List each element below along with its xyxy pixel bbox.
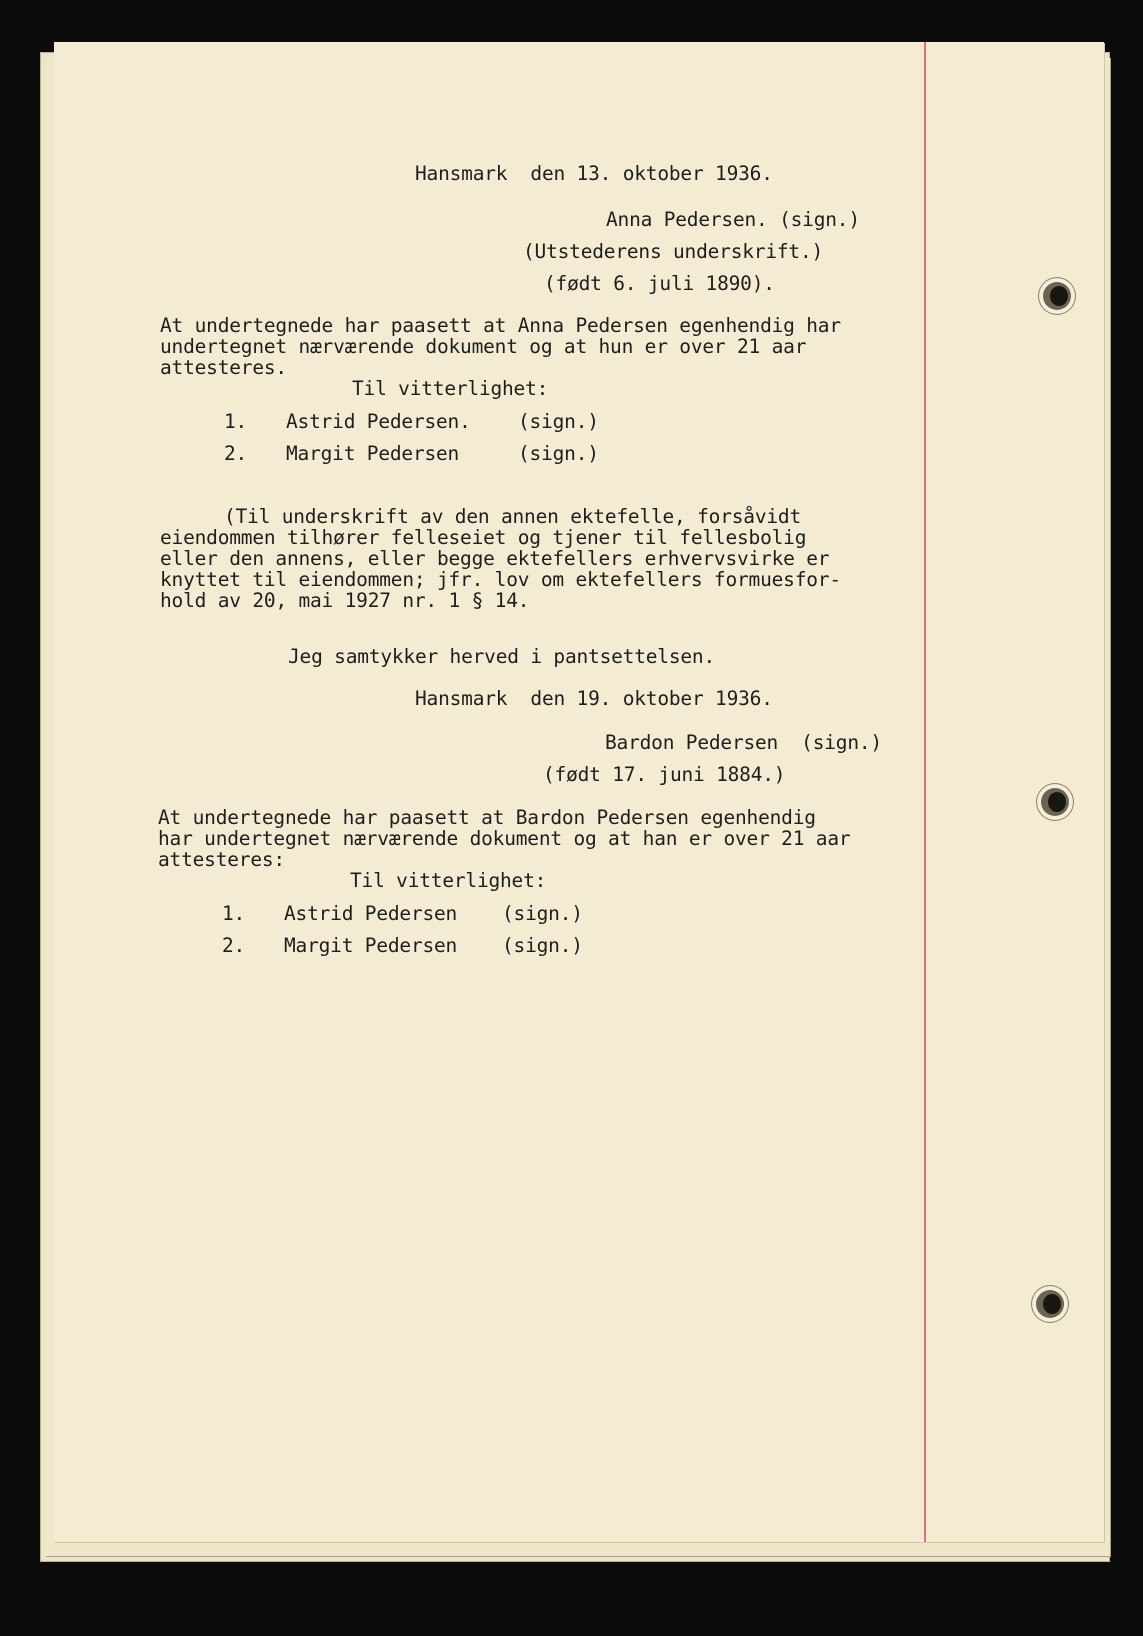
place-date-line: Hansmark den 19. oktober 1936. <box>415 687 773 710</box>
witness-sign: (sign.) <box>518 410 599 433</box>
witness-number: 1. <box>222 902 246 925</box>
spouse-note-line: knyttet til eiendommen; jfr. lov om ektefellers formuesfor- <box>160 568 841 591</box>
place-date-line: Hansmark den 13. oktober 1936. <box>415 162 773 185</box>
witness-sign: (sign.) <box>502 902 583 925</box>
witness-name: Astrid Pedersen <box>284 902 458 925</box>
attestation-line: attesteres. <box>160 356 287 379</box>
witness-number: 2. <box>222 934 246 957</box>
witness-sign: (sign.) <box>502 934 583 957</box>
spouse-note-line: eiendommen tilhører felleseiet og tjener til fellesbolig <box>160 526 807 549</box>
attestation-line: undertegnet nærværende dokument og at hun er over 21 aar <box>160 335 807 358</box>
spouse-note-line: (Til underskrift av den annen ektefelle, forsåvidt <box>224 505 801 528</box>
attestation-line: At undertegnede har paasett at Anna Pedersen egenhendig har <box>160 314 841 337</box>
spouse-note-line: hold av 20, mai 1927 nr. 1 § 14. <box>160 589 530 612</box>
witness-name: Margit Pedersen <box>286 442 460 465</box>
witness-number: 2. <box>224 442 248 465</box>
issuer-signature: Anna Pedersen. (sign.) <box>606 208 860 231</box>
spouse-signature: Bardon Pedersen (sign.) <box>605 731 882 754</box>
issuer-caption: (Utstederens underskrift.) <box>523 240 824 263</box>
witness-name: Margit Pedersen <box>284 934 458 957</box>
witness-name: Astrid Pedersen. <box>286 410 471 433</box>
witness-sign: (sign.) <box>518 442 599 465</box>
attestation-line: har undertegnet nærværende dokument og at han er over 21 aar <box>158 827 851 850</box>
attestation-line: At undertegnede har paasett at Bardon Pedersen egenhendig <box>158 806 816 829</box>
spouse-birthdate: (født 17. juni 1884.) <box>543 763 786 786</box>
attestation-line: attesteres: <box>158 848 285 871</box>
consent-statement: Jeg samtykker herved i pantsettelsen. <box>288 645 715 668</box>
witness-heading: Til vitterlighet: <box>352 377 549 400</box>
issuer-birthdate: (født 6. juli 1890). <box>544 272 775 295</box>
spouse-note-line: eller den annens, eller begge ektefellers erhvervsvirke er <box>160 547 830 570</box>
witness-heading: Til vitterlighet: <box>350 869 547 892</box>
witness-number: 1. <box>224 410 248 433</box>
